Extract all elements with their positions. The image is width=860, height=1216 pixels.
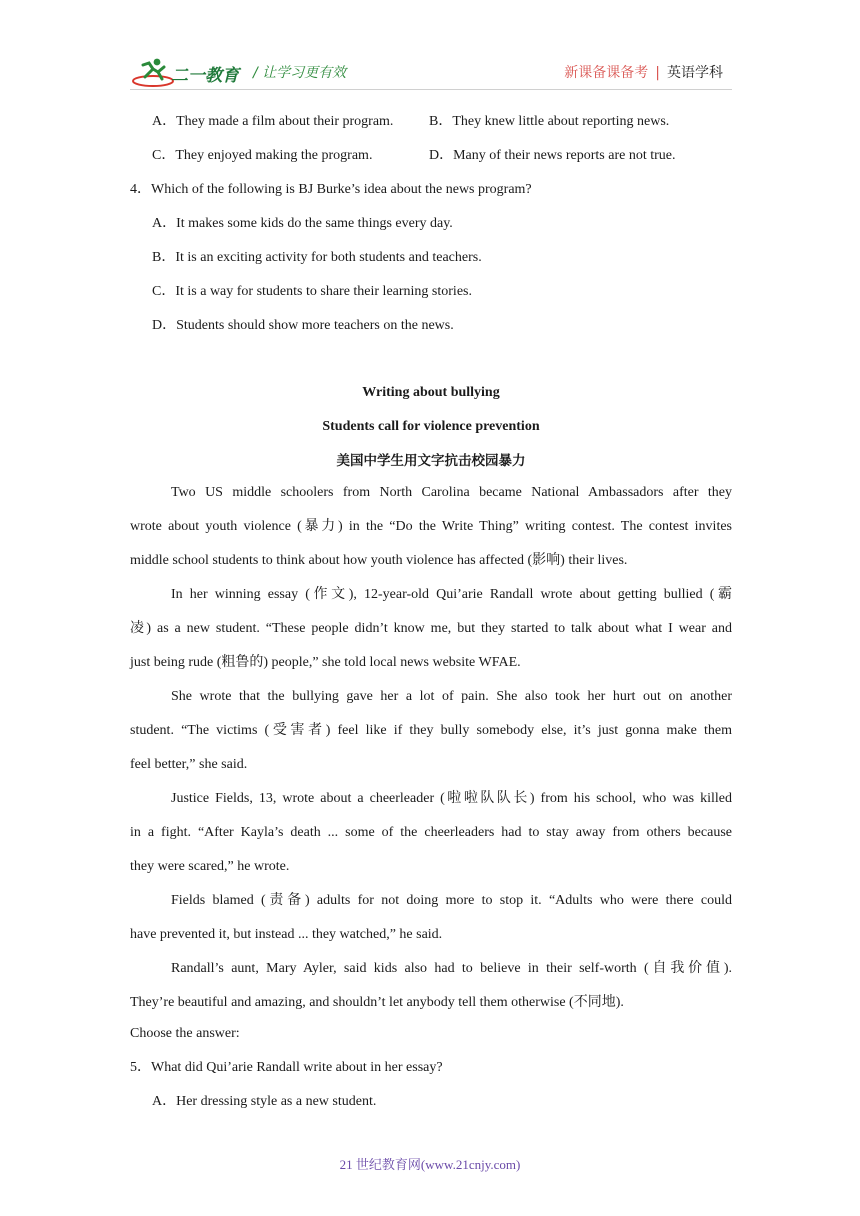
header-right (564, 62, 723, 82)
paragraph-4 (130, 782, 732, 884)
article-title: Writing about bullying (362, 385, 500, 400)
logo-text: 二一教育 (171, 66, 239, 86)
page-footer: 21 世纪教育网(www.21cnjy.com) (339, 1157, 521, 1172)
paragraph-1 (130, 476, 732, 578)
q4-option-a: A．It makes some kids do the same things every day. (152, 216, 453, 231)
paragraph-line: In her winning essay (作文), 12-year-old Qui’arie Randall wrote about getting bullied (霸 (171, 587, 732, 602)
paragraph-line: wrote about youth violence (暴力) in the “Do the Write Thing” writing contest. The contest invites (130, 519, 732, 534)
q3-option-a: A．They made a film about their program. (152, 114, 394, 129)
paragraph-line: They’re beautiful and amazing, and shouldn’t let anybody tell them otherwise (不同地). (130, 995, 624, 1010)
q4-option-d: D．Students should show more teachers on the news. (152, 318, 454, 333)
q4-option-b: B．It is an exciting activity for both students and teachers. (152, 250, 482, 265)
paragraph-line: just being rude (粗鲁的) people,” she told local news website WFAE. (130, 655, 521, 670)
q5-stem: 5．What did Qui’arie Randall write about in her essay? (130, 1060, 443, 1075)
paragraph-line: they were scared,” he wrote. (130, 859, 290, 874)
q3-options-row-1 (130, 112, 754, 132)
paragraph-line: in a fight. “After Kayla’s death ... some of the cheerleaders had to stay away from others because (130, 825, 732, 840)
paragraph-line: student. “The victims (受害者) feel like if they bully somebody else, it’s just gonna make them (130, 723, 732, 738)
q3-option-b: B．They knew little about reporting news. (429, 114, 670, 129)
paragraph-5 (130, 884, 732, 952)
header-slogan: / 让学习更有效 (253, 65, 347, 81)
q3-option-d: D．Many of their news reports are not true. (429, 148, 676, 163)
header-rule (130, 89, 732, 90)
q3-option-c: C．They enjoyed making the program. (152, 148, 373, 163)
paragraph-line: middle school students to think about how youth violence has affected (影响) their lives. (130, 553, 628, 568)
article-title-chinese: 美国中学生用文字抗击校园暴力 (336, 453, 526, 469)
choose-prompt: Choose the answer: (130, 1026, 240, 1041)
paragraph-2 (130, 578, 732, 680)
paragraph-line: feel better,” she said. (130, 757, 248, 772)
paragraph-line: Justice Fields, 13, wrote about a cheerleader (啦啦队队长) from his school, who was killed (171, 791, 732, 806)
article-subtitle: Students call for violence prevention (322, 419, 540, 434)
header-separator: | (655, 65, 660, 81)
paragraph-line: 凌) as a new student. “These people didn’t know me, but they started to talk about what I wear and (130, 621, 732, 636)
paragraph-line: She wrote that the bullying gave her a lot of pain. She also took her hurt out on another (171, 689, 732, 704)
q5-option-a: A．Her dressing style as a new student. (152, 1094, 377, 1109)
page-header (0, 0, 860, 95)
paragraph-line: have prevented it, but instead ... they watched,” he said. (130, 927, 443, 942)
header-subject-label: 英语学科 (667, 65, 723, 81)
paragraph-line: Fields blamed (责备) adults for not doing more to stop it. “Adults who were there could (171, 893, 732, 908)
q4-stem: 4．Which of the following is BJ Burke’s idea about the news program? (130, 182, 532, 197)
paragraph-6 (130, 952, 732, 1020)
paragraph-line: Two US middle schoolers from North Carolina became National Ambassadors after they (171, 485, 732, 500)
header-course-label: 新课备课备考 (564, 65, 649, 81)
q4-option-c: C．It is a way for students to share their learning stories. (152, 284, 472, 299)
paragraph-line: Randall’s aunt, Mary Ayler, said kids also had to believe in their self-worth (自我价值). (171, 961, 732, 976)
paragraph-3 (130, 680, 732, 782)
q3-options-row-2 (130, 146, 754, 166)
